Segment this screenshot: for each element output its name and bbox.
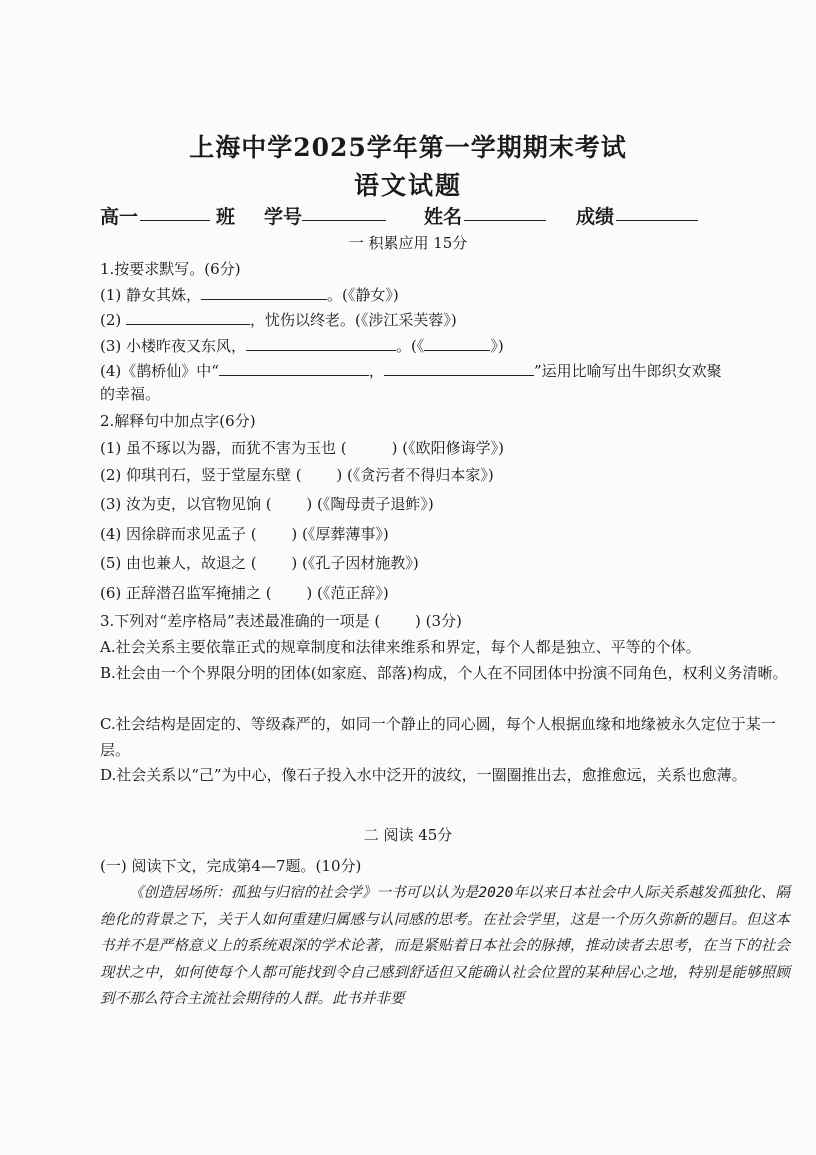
q1-item-2-pre: (2) [100,311,127,329]
q1-item-4-post: ”运用比喻写出牛郎织女欢聚 [533,362,722,380]
score-blank[interactable] [616,202,698,226]
q1-item-3-post: 》) [490,337,504,355]
q1-item-3-title-blank[interactable] [424,336,490,351]
q1-item-3 [100,336,504,356]
q1-item-1 [100,285,399,305]
q1-item-2-blank[interactable] [126,310,250,325]
name-blank[interactable] [464,202,546,226]
q1-item-4-mid: ， [368,362,384,380]
exam-title: 上海中学2025学年第一学期期末考试 [189,133,627,162]
exam-subtitle: 语文试题 [353,171,462,200]
q3-option-a: A.社会关系主要依靠正式的规章制度和法律来维系和界定，每个人都是独立、平等的个体。 [100,638,701,656]
q3-option-b: B.社会由一个个界限分明的团体(如家庭、部落)构成，个人在不同团体中扮演不同角色，权利义务清晰。 [100,664,788,682]
q1-item-1-pre: (1) 静女其姝， [100,286,202,304]
reading-passage: 《创造居场所：孤独与归宿的社会学》一书可以认为是2020年以来日本社会中人际关系越发孤独化、隔绝化的背景之下，关于人如何重建归属感与认同感的思考。在社会学里，这是一个历久弥新的题目。但这本书并不是严格意义上的系统艰深的学术论著，而是紧贴着日本社会的脉搏，推动读者去思考，在当下的社会现状之中，如何使每个人都可能找到令自己感到舒适但又能确认社会位置的某种居心之地，特别是能够照顾到不那么符合主流社会期待的人群。此书并非要 [100,885,790,1007]
q2-stem: 2.解释句中加点字(6分) [100,412,256,430]
q1-item-2-post: ，忧伤以终老。(《涉江采芙蓉》) [250,311,457,329]
part1-stem: (一) 阅读下文，完成第4—7题。(10分) [100,857,362,875]
q3-option-d: D.社会关系以“己”为中心，像石子投入水中泛开的波纹，一圈圈推出去，愈推愈远，关系也愈薄。 [100,766,747,784]
section-1-heading: 一 积累应用 15分 [348,234,468,252]
q1-item-3-blank[interactable] [246,336,396,351]
q1-item-2 [100,310,457,330]
q3-option-c: C.社会结构是固定的、等级森严的，如同一个静止的同心圆，每个人根据血缘和地缘被永久定位于某一层。 [100,715,776,759]
student-no-blank[interactable] [302,202,386,226]
q2-item-1: (1) 虽不琢以为器，而犹不害为玉也 ( ) (《欧阳修诲学》) [100,439,504,457]
q1-item-4-blank-a[interactable] [219,361,369,376]
q1-item-4-blank-b[interactable] [384,361,534,376]
q2-item-6: (6) 正辞潜召监军掩捕之 ( ) (《范正辞》) [100,584,389,602]
score-label: 成绩 [576,206,615,228]
q2-item-5: (5) 由也兼人，故退之 ( ) (《孔子因材施教》) [100,554,419,572]
q1-stem: 1.按要求默写。(6分) [100,260,241,278]
q2-item-2: (2) 仰琪刊石，竖于堂屋东壁 ( ) (《贪污者不得归本家》) [100,466,494,484]
q3-stem: 3.下列对“差序格局”表述最准确的一项是 ( ) (3分) [100,612,462,630]
q2-item-4: (4) 因徐辟而求见孟子 ( ) (《厚葬薄事》) [100,525,389,543]
class-prefix: 高一 [100,206,139,228]
q1-item-1-post: 。(《静女》) [327,286,399,304]
name-label: 姓名 [424,206,463,228]
q2-item-3: (3) 汝为吏，以官物见饷 ( ) (《陶母责子退鲊》) [100,495,434,513]
q1-item-4-cont: 的幸福。 [100,385,161,403]
class-blank[interactable] [140,202,210,226]
section-2-heading: 二 阅读 45分 [363,826,453,844]
q1-item-4 [100,361,722,381]
q1-item-3-pre: (3) 小楼昨夜又东风， [100,337,247,355]
q1-item-3-mid: 。(《 [396,337,425,355]
q1-item-4-pre: (4)《鹊桥仙》中“ [100,362,219,380]
q1-item-1-blank[interactable] [201,285,327,300]
class-label: 班 [216,206,236,228]
student-no-label: 学号 [264,206,303,228]
